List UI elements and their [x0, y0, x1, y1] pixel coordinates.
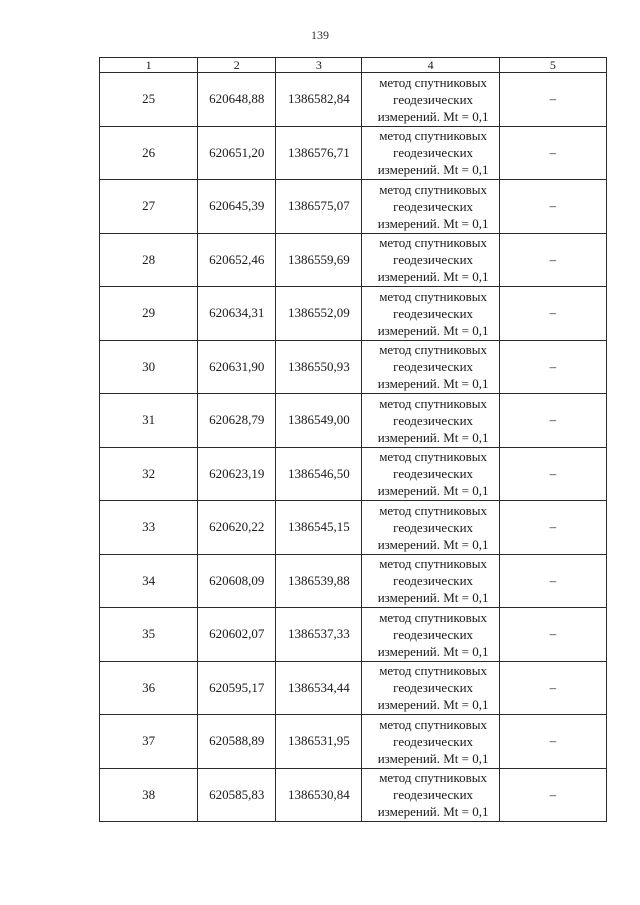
- method-cell: [362, 554, 499, 608]
- point-number-cell: 33: [100, 501, 198, 555]
- table-row: [100, 73, 607, 127]
- table-header-row: [100, 58, 607, 73]
- point-number-cell: 25: [100, 73, 198, 127]
- coordinates-table: [99, 57, 607, 822]
- method-line-3: измерений. Mt = 0,1: [377, 376, 489, 392]
- x-coordinate-cell: 620648,88: [198, 73, 276, 127]
- method-line-2: геодезических: [393, 573, 474, 589]
- method-line-2: геодезических: [393, 733, 474, 749]
- method-line-1: метод спутниковых: [379, 181, 488, 197]
- method-line-1: метод спутниковых: [379, 663, 488, 679]
- table-row: [100, 340, 607, 394]
- method-line-1: метод спутниковых: [379, 74, 488, 90]
- y-coordinate-cell: 1386550,93: [276, 340, 362, 394]
- column-header-1: 1: [100, 58, 198, 73]
- method-line-3: измерений. Mt = 0,1: [377, 108, 489, 124]
- column-header-3: 3: [276, 58, 362, 73]
- note-cell: –: [499, 768, 606, 822]
- table-row: [100, 287, 607, 341]
- method-line-3: измерений. Mt = 0,1: [377, 750, 489, 766]
- table-row: [100, 447, 607, 501]
- x-coordinate-cell: 620608,09: [198, 554, 276, 608]
- note-cell: –: [499, 661, 606, 715]
- method-cell: [362, 394, 499, 448]
- table-row: [100, 768, 607, 822]
- table-row: [100, 661, 607, 715]
- x-coordinate-cell: 620588,89: [198, 715, 276, 769]
- method-line-1: метод спутниковых: [379, 609, 488, 625]
- point-number-cell: 26: [100, 126, 198, 180]
- x-coordinate-cell: 620623,19: [198, 447, 276, 501]
- method-line-2: геодезических: [393, 198, 474, 214]
- method-line-3: измерений. Mt = 0,1: [377, 590, 489, 606]
- method-line-3: измерений. Mt = 0,1: [377, 697, 489, 713]
- x-coordinate-cell: 620585,83: [198, 768, 276, 822]
- column-header-5: 5: [499, 58, 606, 73]
- y-coordinate-cell: 1386552,09: [276, 287, 362, 341]
- method-line-2: геодезических: [393, 680, 474, 696]
- method-cell: [362, 447, 499, 501]
- method-line-1: метод спутниковых: [379, 288, 488, 304]
- method-line-2: геодезических: [393, 359, 474, 375]
- note-cell: –: [499, 233, 606, 287]
- method-line-3: измерений. Mt = 0,1: [377, 269, 489, 285]
- method-cell: [362, 233, 499, 287]
- note-cell: –: [499, 394, 606, 448]
- method-line-1: метод спутниковых: [379, 342, 488, 358]
- method-line-1: метод спутниковых: [379, 502, 488, 518]
- method-cell: [362, 768, 499, 822]
- y-coordinate-cell: 1386546,50: [276, 447, 362, 501]
- method-line-2: геодезических: [393, 305, 474, 321]
- x-coordinate-cell: 620645,39: [198, 180, 276, 234]
- method-line-3: измерений. Mt = 0,1: [377, 643, 489, 659]
- method-cell: [362, 715, 499, 769]
- method-line-2: геодезических: [393, 145, 474, 161]
- method-cell: [362, 180, 499, 234]
- method-cell: [362, 287, 499, 341]
- point-number-cell: 35: [100, 608, 198, 662]
- point-number-cell: 32: [100, 447, 198, 501]
- note-cell: –: [499, 180, 606, 234]
- table-row: [100, 126, 607, 180]
- y-coordinate-cell: 1386537,33: [276, 608, 362, 662]
- table-body: [100, 73, 607, 822]
- point-number-cell: 31: [100, 394, 198, 448]
- point-number-cell: 28: [100, 233, 198, 287]
- y-coordinate-cell: 1386530,84: [276, 768, 362, 822]
- method-line-1: метод спутниковых: [379, 770, 488, 786]
- method-line-3: измерений. Mt = 0,1: [377, 804, 489, 820]
- method-line-3: измерений. Mt = 0,1: [377, 322, 489, 338]
- table-row: [100, 233, 607, 287]
- x-coordinate-cell: 620652,46: [198, 233, 276, 287]
- method-line-2: геодезических: [393, 252, 474, 268]
- method-cell: [362, 73, 499, 127]
- table-row: [100, 608, 607, 662]
- y-coordinate-cell: 1386559,69: [276, 233, 362, 287]
- note-cell: –: [499, 126, 606, 180]
- table-row: [100, 501, 607, 555]
- table-row: [100, 715, 607, 769]
- method-line-2: геодезических: [393, 466, 474, 482]
- point-number-cell: 30: [100, 340, 198, 394]
- x-coordinate-cell: 620595,17: [198, 661, 276, 715]
- table-row: [100, 394, 607, 448]
- y-coordinate-cell: 1386539,88: [276, 554, 362, 608]
- x-coordinate-cell: 620620,22: [198, 501, 276, 555]
- note-cell: –: [499, 73, 606, 127]
- point-number-cell: 37: [100, 715, 198, 769]
- y-coordinate-cell: 1386549,00: [276, 394, 362, 448]
- point-number-cell: 27: [100, 180, 198, 234]
- y-coordinate-cell: 1386531,95: [276, 715, 362, 769]
- method-line-3: измерений. Mt = 0,1: [377, 215, 489, 231]
- method-cell: [362, 501, 499, 555]
- method-cell: [362, 661, 499, 715]
- table-row: [100, 554, 607, 608]
- method-cell: [362, 608, 499, 662]
- x-coordinate-cell: 620602,07: [198, 608, 276, 662]
- y-coordinate-cell: 1386582,84: [276, 73, 362, 127]
- method-line-1: метод спутниковых: [379, 556, 488, 572]
- method-line-3: измерений. Mt = 0,1: [377, 483, 489, 499]
- method-line-2: геодезических: [393, 787, 474, 803]
- note-cell: –: [499, 501, 606, 555]
- y-coordinate-cell: 1386545,15: [276, 501, 362, 555]
- note-cell: –: [499, 447, 606, 501]
- method-cell: [362, 126, 499, 180]
- y-coordinate-cell: 1386576,71: [276, 126, 362, 180]
- method-line-2: геодезических: [393, 412, 474, 428]
- x-coordinate-cell: 620634,31: [198, 287, 276, 341]
- point-number-cell: 38: [100, 768, 198, 822]
- y-coordinate-cell: 1386575,07: [276, 180, 362, 234]
- point-number-cell: 36: [100, 661, 198, 715]
- note-cell: –: [499, 715, 606, 769]
- y-coordinate-cell: 1386534,44: [276, 661, 362, 715]
- note-cell: –: [499, 608, 606, 662]
- method-line-1: метод спутниковых: [379, 716, 488, 732]
- x-coordinate-cell: 620631,90: [198, 340, 276, 394]
- note-cell: –: [499, 340, 606, 394]
- method-cell: [362, 340, 499, 394]
- method-line-1: метод спутниковых: [379, 395, 488, 411]
- point-number-cell: 29: [100, 287, 198, 341]
- table-row: [100, 180, 607, 234]
- x-coordinate-cell: 620651,20: [198, 126, 276, 180]
- x-coordinate-cell: 620628,79: [198, 394, 276, 448]
- method-line-3: измерений. Mt = 0,1: [377, 429, 489, 445]
- method-line-1: метод спутниковых: [379, 235, 488, 251]
- method-line-2: геодезических: [393, 91, 474, 107]
- note-cell: –: [499, 287, 606, 341]
- point-number-cell: 34: [100, 554, 198, 608]
- column-header-4: 4: [362, 58, 499, 73]
- page-number: 139: [311, 28, 329, 42]
- note-cell: –: [499, 554, 606, 608]
- method-line-1: метод спутниковых: [379, 449, 488, 465]
- method-line-2: геодезических: [393, 626, 474, 642]
- column-header-2: 2: [198, 58, 276, 73]
- method-line-1: метод спутниковых: [379, 128, 488, 144]
- method-line-3: измерений. Mt = 0,1: [377, 536, 489, 552]
- method-line-3: измерений. Mt = 0,1: [377, 162, 489, 178]
- method-line-2: геодезических: [393, 519, 474, 535]
